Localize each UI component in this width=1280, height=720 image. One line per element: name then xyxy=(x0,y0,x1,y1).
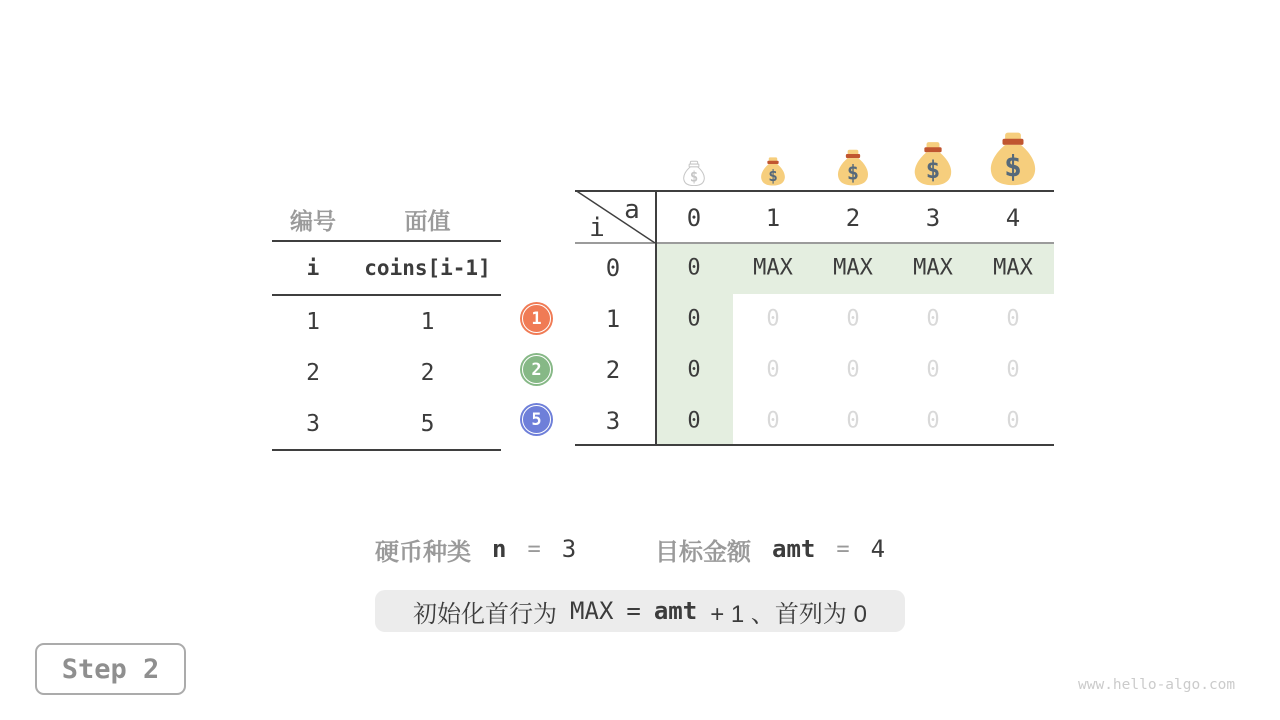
dp-cell-1-4: 0 xyxy=(1006,306,1020,332)
coin-value-var: coins[i-1] xyxy=(364,256,491,280)
dp-cell-2-2: 0 xyxy=(846,357,860,383)
coin-badge-5 xyxy=(520,403,553,436)
dp-table xyxy=(575,190,1054,446)
coin-badge-2-label: 2 xyxy=(522,355,551,384)
dp-cell-2-3: 0 xyxy=(926,357,940,383)
coin-table-row xyxy=(272,296,501,347)
callout-text-suffix: + 1 、首列为 0 xyxy=(710,600,867,628)
coin-table-row xyxy=(272,398,501,449)
coin-3-value: 5 xyxy=(420,410,435,437)
dp-cell-0-3: MAX xyxy=(913,255,953,281)
n-var: n xyxy=(492,535,507,563)
money-bag-ghost-icon xyxy=(681,160,707,186)
svg-text:$: $ xyxy=(1004,149,1022,185)
coin-1-value: 1 xyxy=(420,308,435,335)
dp-cell-2-1: 0 xyxy=(766,357,780,383)
dp-cell-1-1: 0 xyxy=(766,306,780,332)
svg-text:$: $ xyxy=(689,169,699,186)
target-amount-label: 目标金额 xyxy=(655,538,751,566)
dp-col-header: 1 xyxy=(765,204,781,232)
equals-sign: = xyxy=(527,536,541,562)
dp-cell-1-3: 0 xyxy=(926,306,940,332)
money-bag-icon xyxy=(834,148,872,186)
dp-corner-diagonal xyxy=(575,190,655,243)
coin-3-index: 3 xyxy=(306,410,320,437)
dp-cell-3-1: 0 xyxy=(766,408,780,434)
callout-equals: = xyxy=(626,597,641,625)
dp-border-bottom xyxy=(575,444,1054,446)
stats-target-amount xyxy=(655,533,885,565)
dp-cell-2-4: 0 xyxy=(1006,357,1020,383)
watermark: www.hello-algo.com xyxy=(1078,677,1236,693)
dp-corner-col-var: a xyxy=(624,195,640,225)
step-indicator-label: Step 2 xyxy=(61,653,160,685)
coin-table-header-value: 面值 xyxy=(404,207,451,234)
svg-text:$: $ xyxy=(925,155,941,185)
coin-badge-1 xyxy=(520,302,553,335)
n-value: 3 xyxy=(561,535,577,563)
dp-cell-3-4: 0 xyxy=(1006,408,1020,434)
dp-cell-3-2: 0 xyxy=(846,408,860,434)
coin-table-header-number: 编号 xyxy=(290,207,336,234)
dp-col-header: 3 xyxy=(925,204,941,232)
coin-2-index: 2 xyxy=(306,359,320,386)
dp-cell-1-2: 0 xyxy=(846,306,860,332)
coin-badge-5-label: 5 xyxy=(522,405,551,434)
dp-cell-0-2: MAX xyxy=(833,255,873,281)
dp-cell-0-1: MAX xyxy=(753,255,793,281)
callout-amt: amt xyxy=(653,597,698,625)
money-bag-icon xyxy=(758,156,788,186)
dp-row-header: 0 xyxy=(605,254,621,282)
coin-2-value: 2 xyxy=(420,359,435,386)
coin-table-header-row xyxy=(272,198,501,242)
amt-value: 4 xyxy=(870,535,886,563)
dp-col-header: 4 xyxy=(1005,204,1021,232)
dp-cell-3-0: 0 xyxy=(687,408,701,434)
dp-row-header: 1 xyxy=(605,305,621,333)
dp-col-header: 0 xyxy=(686,204,702,232)
dp-cell-0-4: MAX xyxy=(993,255,1033,281)
coin-types-label: 硬币种类 xyxy=(375,538,471,566)
step-description-callout xyxy=(375,590,905,632)
dp-vertical-line xyxy=(655,190,657,446)
coin-table xyxy=(272,198,501,451)
dp-corner-row-var: i xyxy=(589,213,605,243)
equals-sign: = xyxy=(836,536,850,562)
step-indicator xyxy=(35,643,186,695)
dp-cell-3-3: 0 xyxy=(926,408,940,434)
svg-text:$: $ xyxy=(768,165,778,185)
coin-index-var: i xyxy=(306,256,320,280)
coin-table-var-row xyxy=(272,242,501,296)
dp-col-header: 2 xyxy=(845,204,861,232)
money-bag-icon xyxy=(910,140,956,186)
dp-cell-2-0: 0 xyxy=(687,357,701,383)
svg-text:$: $ xyxy=(846,160,860,185)
dp-row-header: 2 xyxy=(605,356,621,384)
dp-cell-0-0: 0 xyxy=(687,255,701,281)
amt-var: amt xyxy=(772,535,816,563)
coin-badge-2 xyxy=(520,353,553,386)
dp-cell-1-0: 0 xyxy=(687,306,701,332)
money-bag-icon xyxy=(985,130,1041,186)
coin-table-row xyxy=(272,347,501,398)
callout-text-prefix: 初始化首行为 xyxy=(413,600,558,628)
coin-1-index: 1 xyxy=(306,308,320,335)
dp-row-header: 3 xyxy=(605,407,621,435)
coin-badge-1-label: 1 xyxy=(522,304,551,333)
stats-coin-types xyxy=(375,533,576,565)
callout-max: MAX xyxy=(570,597,614,625)
